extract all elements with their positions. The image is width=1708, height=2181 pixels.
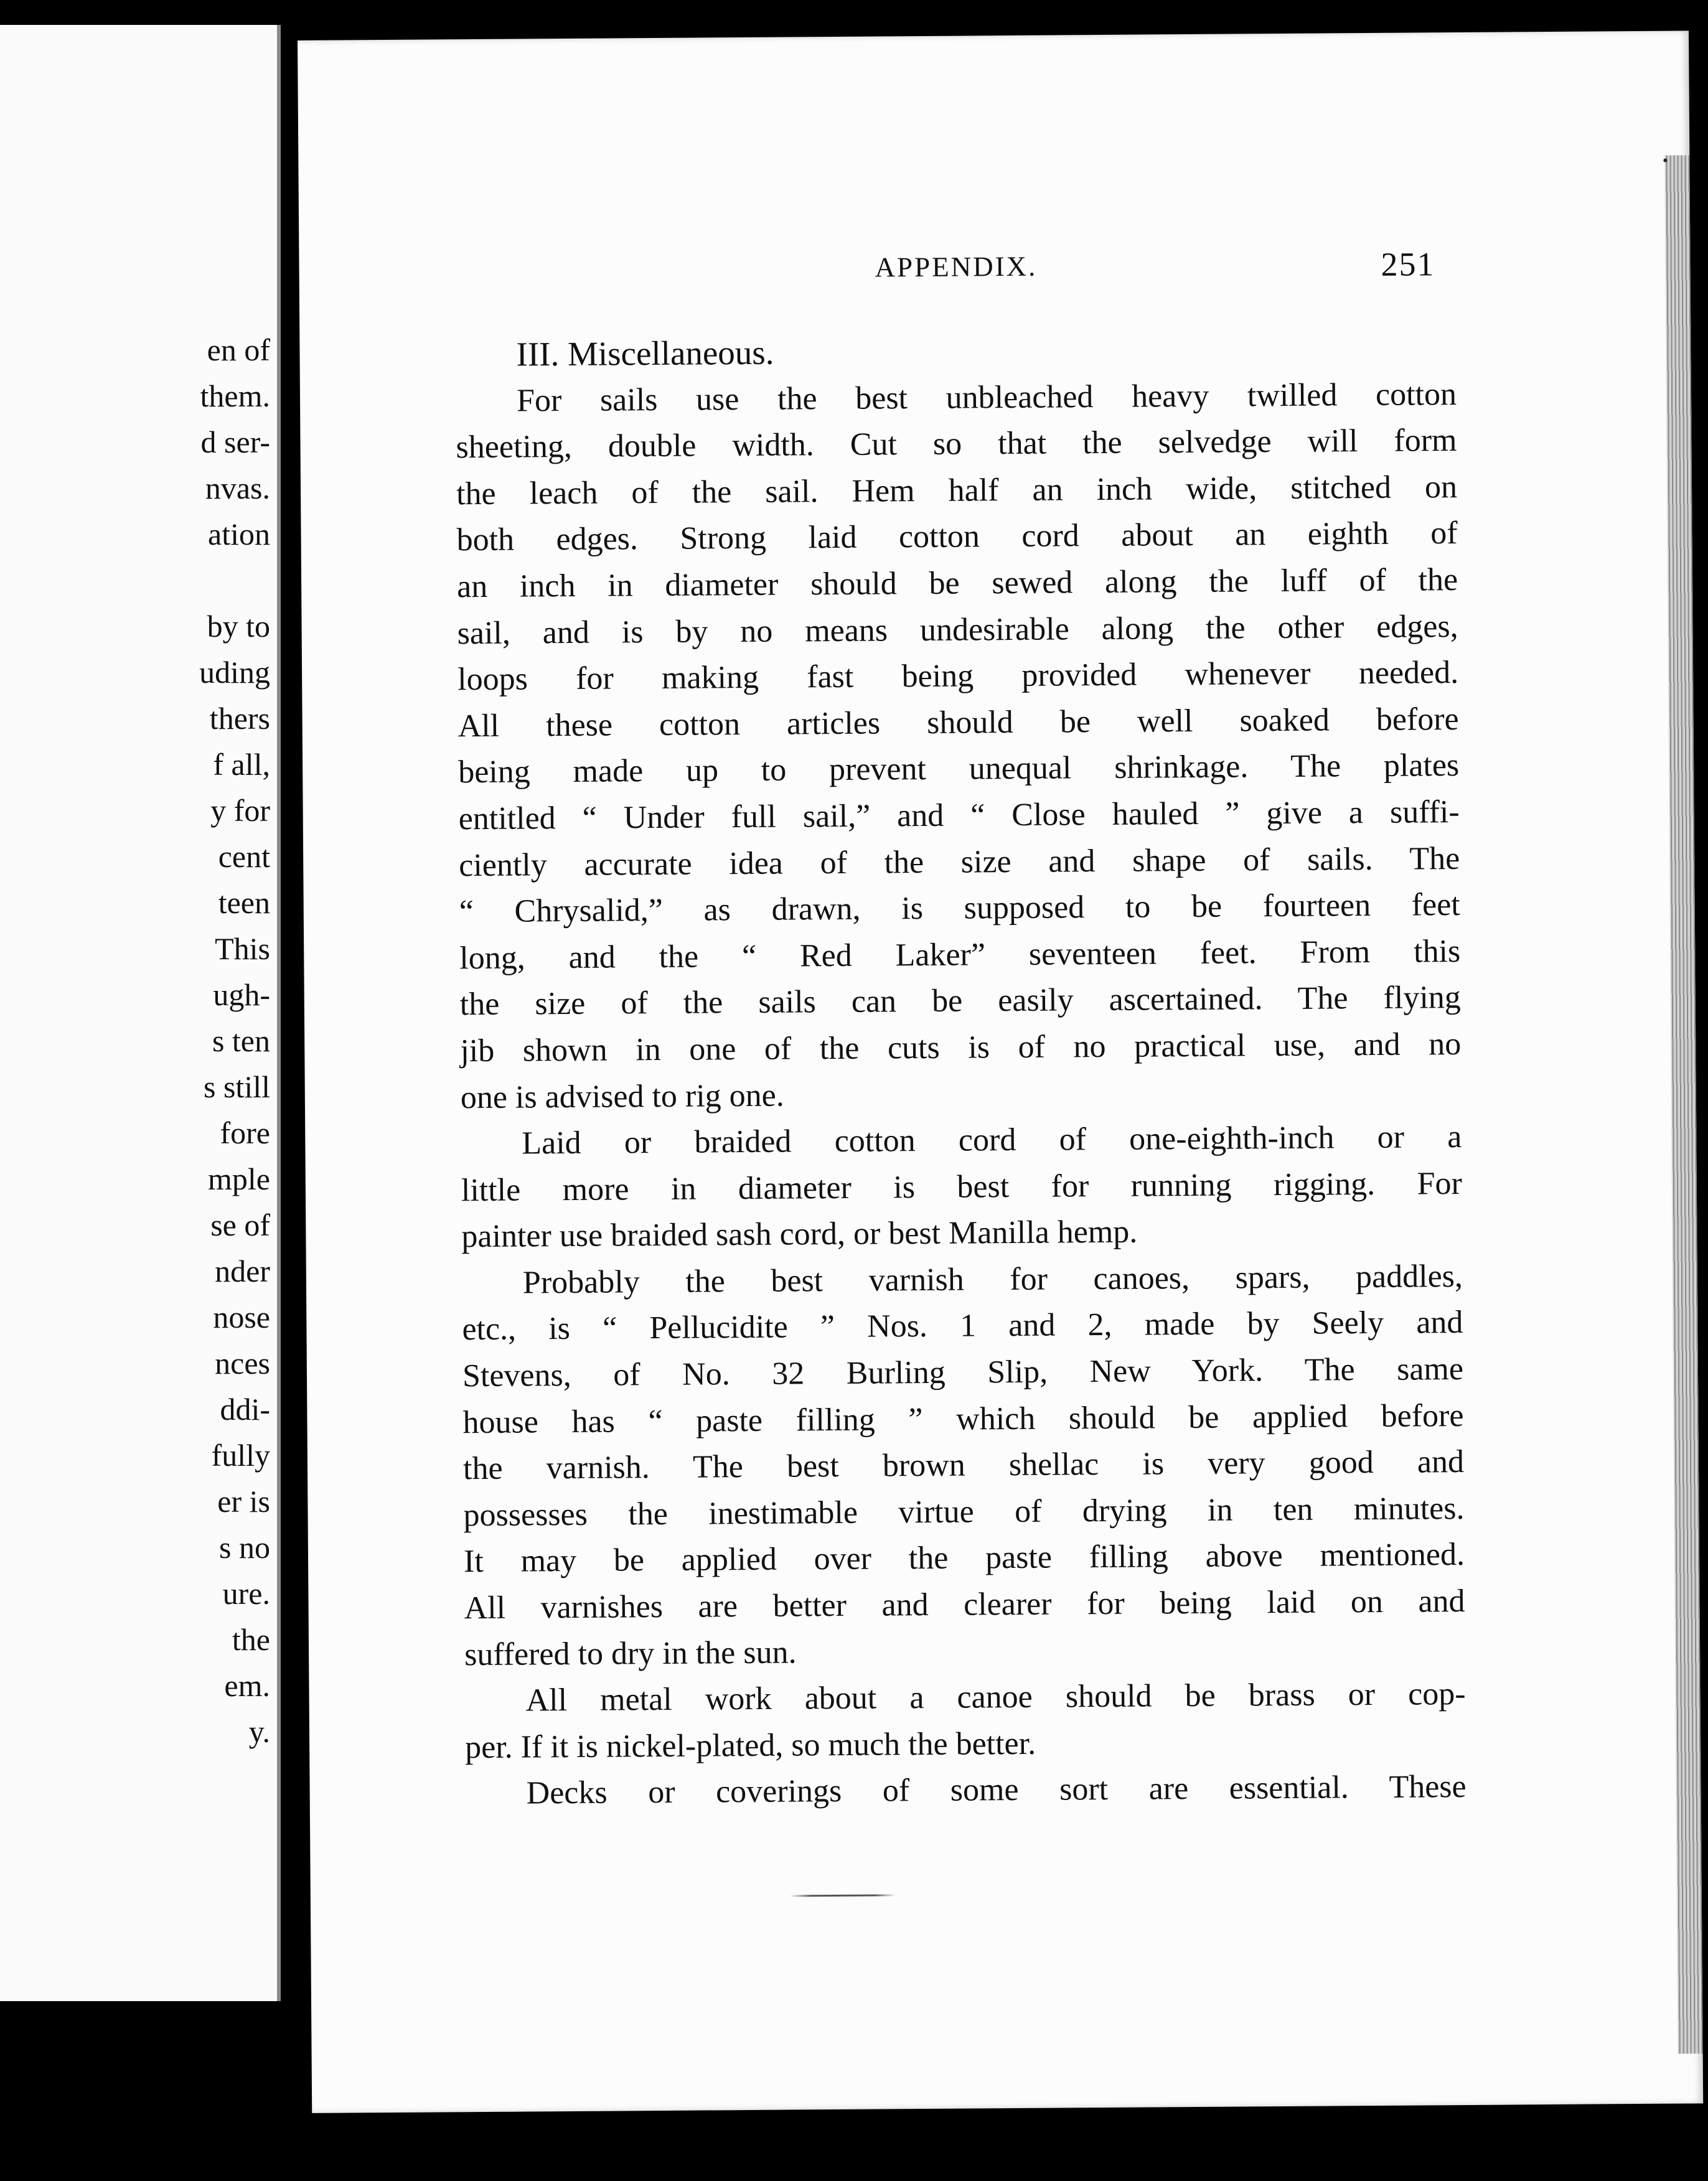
left-line: s no <box>219 1530 270 1565</box>
left-line: s ten <box>212 1023 270 1058</box>
text-line: sheeting, double width. Cut so that the selvedge will form <box>456 423 1457 466</box>
page-footer-mark <box>790 1894 896 1897</box>
left-line: fully <box>211 1438 270 1473</box>
text-line: one is advised to rig one. <box>460 1077 784 1115</box>
left-line: y for <box>210 793 270 828</box>
running-head-title: APPENDIX. <box>875 250 1038 283</box>
left-line: mple <box>208 1161 270 1196</box>
text-line: jib shown in one of the cuts is of no practical use, and no <box>460 1026 1462 1069</box>
text-line: the size of the sails can be easily ascertained. The flying <box>459 980 1461 1023</box>
text-line: little more in diameter is best for running rigging. For <box>461 1165 1463 1208</box>
section-heading: III. Miscellaneous. <box>516 333 774 373</box>
left-line: en of <box>207 332 270 367</box>
text-line: All metal work about a canoe should be brass or cop- <box>525 1676 1466 1719</box>
body-text <box>455 325 1466 1818</box>
text-line: possesses the inestimable virtue of drying in ten minutes. <box>463 1490 1465 1534</box>
text-line: For sails use the best unbleached heavy twilled cotton <box>516 376 1457 419</box>
text-line: the varnish. The best brown shellac is very good and <box>462 1444 1465 1487</box>
running-head <box>875 247 1435 301</box>
text-line: It may be applied over the paste filling above mentioned. <box>463 1537 1465 1580</box>
text-line: “ Chrysalid,” as drawn, is supposed to be fourteen feet <box>459 887 1460 930</box>
page-edges <box>1664 155 1702 2053</box>
left-line: ugh- <box>213 977 270 1012</box>
left-line: er is <box>217 1484 270 1519</box>
left-line: uding <box>199 655 270 690</box>
left-line: y. <box>248 1714 270 1749</box>
left-line: ure. <box>222 1576 270 1611</box>
left-line: thers <box>209 701 270 736</box>
text-line: the leach of the sail. Hem half an inch wide, stitched on <box>456 469 1458 512</box>
text-line: Stevens, of No. 32 Burling Slip, New York. The same <box>462 1351 1464 1394</box>
text-line: painter use braided sash cord, or best Manilla hemp. <box>461 1214 1138 1255</box>
page-number: 251 <box>1381 245 1435 283</box>
left-line: them. <box>200 378 270 413</box>
left-line: ation <box>208 517 270 551</box>
text-line: etc., is “ Pellucidite ” Nos. 1 and 2, made by Seely and <box>462 1305 1463 1348</box>
text-line: ciently accurate idea of the size and shape of sails. The <box>459 840 1460 883</box>
left-line: em. <box>224 1668 270 1703</box>
text-line: long, and the “ Red Laker” seventeen feet. From this <box>459 933 1461 976</box>
text-line: sail, and is by no means undesirable along the other edges, <box>457 608 1458 651</box>
left-line: teen <box>218 885 270 920</box>
text-line: suffered to dry in the sun. <box>464 1635 797 1672</box>
text-line: Probably the best varnish for canoes, spars, paddles, <box>522 1258 1463 1301</box>
text-line: being made up to prevent unequal shrinkage. The plates <box>458 748 1460 790</box>
text-line: both edges. Strong laid cotton cord about an eighth of <box>456 515 1458 558</box>
text-line: house has “ paste filling ” which should be applied before <box>462 1397 1464 1440</box>
left-line-blank <box>0 557 274 603</box>
left-line: nces <box>215 1346 270 1381</box>
text-line: All varnishes are better and clearer for being laid on and <box>464 1583 1465 1626</box>
left-page-text <box>0 327 274 1755</box>
ink-speck <box>1663 159 1667 162</box>
left-line: fore <box>220 1115 270 1150</box>
text-line: per. If it is nickel-plated, so much the better. <box>464 1725 1036 1765</box>
text-line: Laid or braided cotton cord of one-eighth-inch or a <box>522 1119 1462 1161</box>
left-line: cent <box>218 839 270 874</box>
left-line: the <box>232 1622 270 1657</box>
left-line: This <box>215 931 270 966</box>
left-line: ddi- <box>220 1392 270 1427</box>
left-line: s still <box>204 1069 270 1104</box>
left-line: nvas. <box>205 471 270 505</box>
left-line: f all, <box>213 747 270 782</box>
left-line: se of <box>210 1208 270 1242</box>
text-line: entitled “ Under full sail,” and “ Close hauled ” give a suffi- <box>458 794 1460 837</box>
left-line: by to <box>207 609 270 644</box>
text-line: loops for making fast being provided whenever needed. <box>457 655 1459 698</box>
left-line: d ser- <box>200 424 270 459</box>
text-line: All these cotton articles should be well soaked before <box>458 701 1459 744</box>
right-page <box>298 30 1703 2113</box>
left-page <box>0 25 281 2001</box>
text-line: an inch in diameter should be sewed along the luff of the <box>456 561 1458 605</box>
text-line: Decks or coverings of some sort are essential. These <box>526 1769 1466 1811</box>
left-line: nose <box>213 1300 270 1334</box>
left-line: nder <box>215 1254 270 1288</box>
